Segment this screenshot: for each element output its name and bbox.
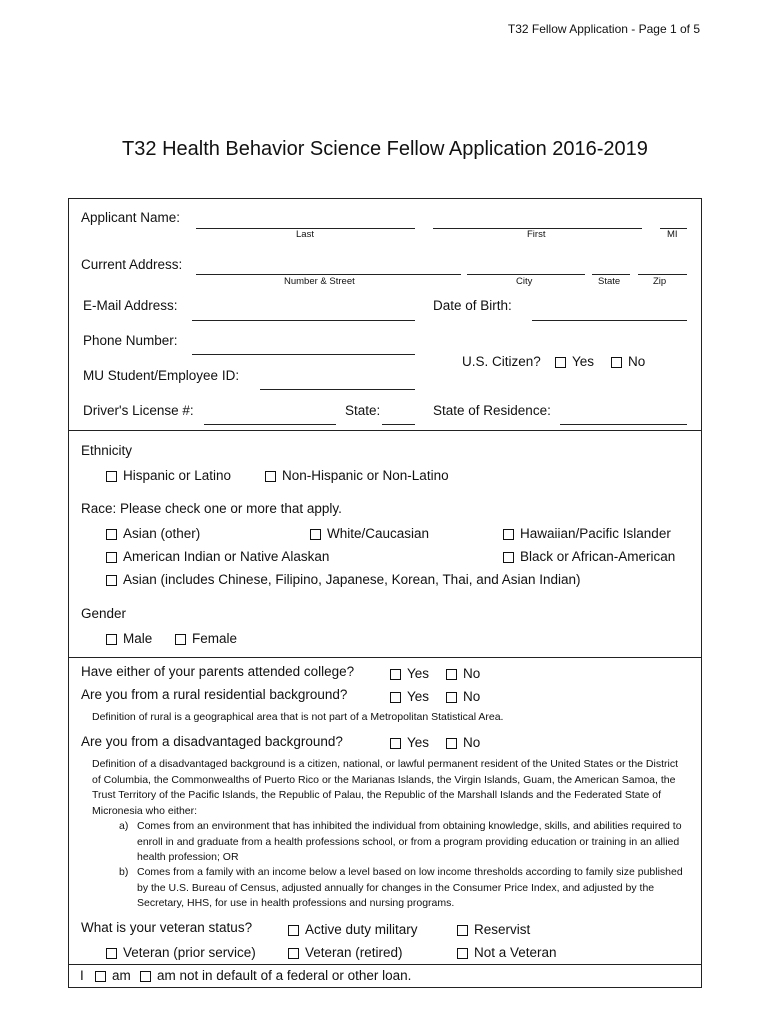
not-veteran-checkbox[interactable] xyxy=(457,948,468,959)
email-label: E-Mail Address: xyxy=(83,298,178,313)
citizen-yes-checkbox[interactable] xyxy=(555,357,566,368)
phone-label: Phone Number: xyxy=(83,333,178,348)
us-citizen-label: U.S. Citizen? xyxy=(462,354,541,369)
ethnicity-heading: Ethnicity xyxy=(81,443,133,458)
parents-college-question: Have either of your parents attended college? xyxy=(81,664,355,679)
asian-includes-checkbox[interactable] xyxy=(106,575,117,586)
disadvantaged-item-b xyxy=(119,865,688,912)
mi-caption: MI xyxy=(667,229,678,240)
white-label: White/Caucasian xyxy=(327,526,430,541)
loan-am-label: am xyxy=(112,968,131,983)
hawaiian-checkbox[interactable] xyxy=(503,529,514,540)
rural-definition: Definition of rural is a geographical area that is not part of a Metropolitan Statistical Area. xyxy=(92,711,504,723)
active-duty-label: Active duty military xyxy=(305,922,418,937)
american-indian-label: American Indian or Native Alaskan xyxy=(123,549,330,564)
asian-includes-label: Asian (includes Chinese, Filipino, Japanese, Korean, Thai, and Asian Indian) xyxy=(123,572,581,587)
citizen-no-checkbox[interactable] xyxy=(611,357,622,368)
veteran-prior-label: Veteran (prior service) xyxy=(123,945,256,960)
disadvantaged-no-checkbox[interactable] xyxy=(446,738,457,749)
male-checkbox[interactable] xyxy=(106,634,117,645)
veteran-retired-checkbox[interactable] xyxy=(288,948,299,959)
phone-field[interactable] xyxy=(192,354,415,355)
mu-id-field[interactable] xyxy=(260,389,415,390)
non-hispanic-label: Non-Hispanic or Non-Latino xyxy=(282,468,449,483)
street-field[interactable] xyxy=(196,274,461,275)
disadvantaged-question: Are you from a disadvantaged background? xyxy=(81,734,343,749)
parents-yes-checkbox[interactable] xyxy=(390,669,401,680)
dob-field[interactable] xyxy=(532,320,687,321)
section-divider-loan xyxy=(68,964,702,965)
citizen-yes-label: Yes xyxy=(572,354,595,369)
disadvantaged-definition: Definition of a disadvantaged background is a citizen, national, or lawful permanent resident of the United States or the District of Columbia, the Commonwealths of Puerto Rico or the Marianas Islands, the Virgin Islands, Guam, the American Samoa, the Trust Territory of the Pacific Islands, the Republic of Palau, the Republic of the Marshall Islands and the Federated State of Micronesia who either: xyxy=(92,758,678,817)
drivers-license-field[interactable] xyxy=(204,424,336,425)
asian-other-checkbox[interactable] xyxy=(106,529,117,540)
reservist-checkbox[interactable] xyxy=(457,925,468,936)
hispanic-label: Hispanic or Latino xyxy=(123,468,232,483)
hawaiian-label: Hawaiian/Pacific Islander xyxy=(520,526,671,541)
item-a-marker: a) xyxy=(119,820,129,832)
city-caption: City xyxy=(516,276,533,287)
rural-no-checkbox[interactable] xyxy=(446,692,457,703)
street-caption: Number & Street xyxy=(284,276,355,287)
last-caption: Last xyxy=(296,229,314,240)
city-field[interactable] xyxy=(467,274,585,275)
disadvantaged-yes-checkbox[interactable] xyxy=(390,738,401,749)
disadvantaged-yes-label: Yes xyxy=(407,735,430,750)
zip-field[interactable] xyxy=(638,274,687,275)
reservist-label: Reservist xyxy=(474,922,531,937)
parents-no-label: No xyxy=(463,666,481,681)
veteran-question: What is your veteran status? xyxy=(81,920,253,935)
not-veteran-label: Not a Veteran xyxy=(474,945,557,960)
veteran-prior-checkbox[interactable] xyxy=(106,948,117,959)
drivers-license-label: Driver's License #: xyxy=(83,403,194,418)
male-label: Male xyxy=(123,631,153,646)
state-field[interactable] xyxy=(592,274,630,275)
item-a-text: Comes from an environment that has inhibited the individual from obtaining knowledge, skills, and abilities required to enroll in and graduate from a health professions school, or from a program providing education or training in an allied health profession; OR xyxy=(137,820,682,863)
active-duty-checkbox[interactable] xyxy=(288,925,299,936)
email-field[interactable] xyxy=(192,320,415,321)
section-divider-background xyxy=(68,657,702,658)
applicant-name-label: Applicant Name: xyxy=(81,210,181,225)
parents-yes-label: Yes xyxy=(407,666,430,681)
non-hispanic-checkbox[interactable] xyxy=(265,471,276,482)
loan-am-not-checkbox[interactable] xyxy=(140,971,151,982)
current-address-label: Current Address: xyxy=(81,257,183,272)
dob-label: Date of Birth: xyxy=(433,298,512,313)
american-indian-checkbox[interactable] xyxy=(106,552,117,563)
license-state-field[interactable] xyxy=(382,424,415,425)
item-b-marker: b) xyxy=(119,866,129,878)
state-caption: State xyxy=(598,276,621,287)
page-title: T32 Health Behavior Science Fellow Application 2016-2019 xyxy=(122,138,648,160)
state-of-residence-label: State of Residence: xyxy=(433,403,551,418)
rural-yes-checkbox[interactable] xyxy=(390,692,401,703)
female-label: Female xyxy=(192,631,238,646)
rural-question: Are you from a rural residential background? xyxy=(81,687,348,702)
loan-prefix: I xyxy=(80,968,84,983)
hispanic-checkbox[interactable] xyxy=(106,471,117,482)
state-of-residence-field[interactable] xyxy=(560,424,687,425)
citizen-no-label: No xyxy=(628,354,646,369)
white-checkbox[interactable] xyxy=(310,529,321,540)
parents-no-checkbox[interactable] xyxy=(446,669,457,680)
black-checkbox[interactable] xyxy=(503,552,514,563)
item-b-text: Comes from a family with an income below a level based on low income thresholds according to family size published by the U.S. Bureau of Census, adjusted annually for changes in the Consumer Price Index, and adjusted by the Secretary, HHS, for use in health professions and nursing programs. xyxy=(137,866,683,909)
mu-id-label: MU Student/Employee ID: xyxy=(83,368,240,383)
first-caption: First xyxy=(527,229,546,240)
license-state-label: State: xyxy=(345,403,381,418)
gender-heading: Gender xyxy=(81,606,127,621)
loan-am-not-label: am not in default of a federal or other loan. xyxy=(157,968,412,983)
section-divider-demographics xyxy=(68,430,702,431)
race-heading: Race: Please check one or more that apply. xyxy=(81,501,342,516)
female-checkbox[interactable] xyxy=(175,634,186,645)
veteran-retired-label: Veteran (retired) xyxy=(305,945,403,960)
zip-caption: Zip xyxy=(653,276,667,287)
rural-no-label: No xyxy=(463,689,481,704)
black-label: Black or African-American xyxy=(520,549,676,564)
page-number-header: T32 Fellow Application - Page 1 of 5 xyxy=(507,22,700,36)
loan-am-checkbox[interactable] xyxy=(95,971,106,982)
rural-yes-label: Yes xyxy=(407,689,430,704)
disadvantaged-no-label: No xyxy=(463,735,481,750)
disadvantaged-item-a xyxy=(119,819,688,866)
asian-other-label: Asian (other) xyxy=(123,526,201,541)
